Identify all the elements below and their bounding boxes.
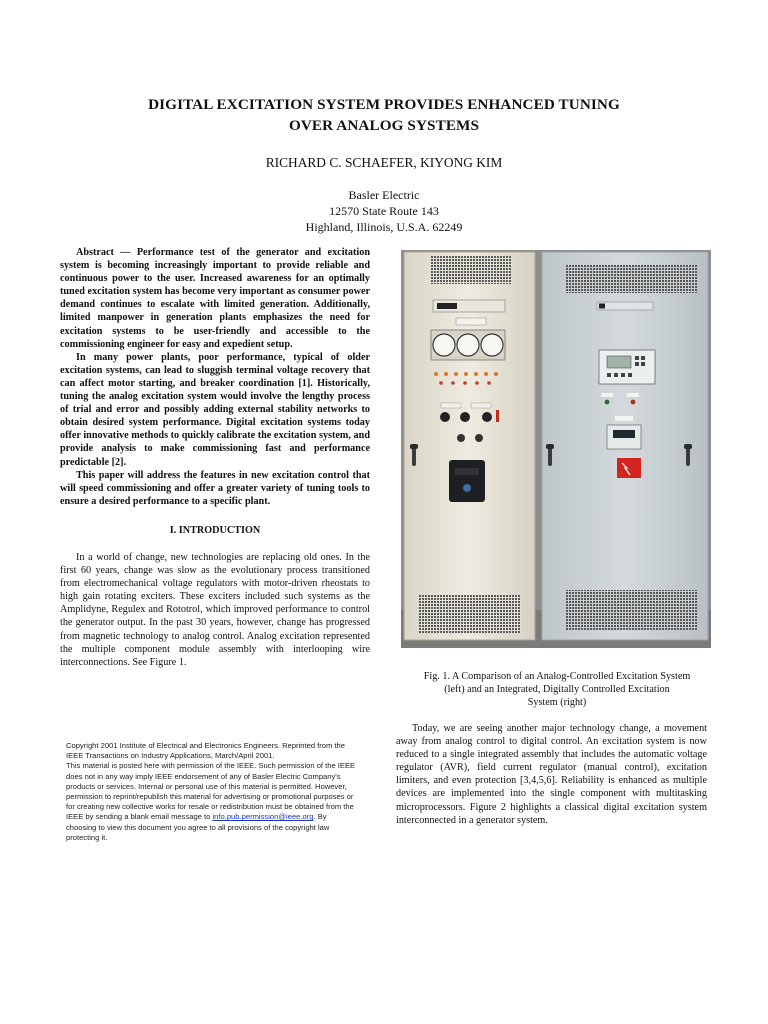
copyright-line: does not in any way imply IEEE endorsement of any of Basler Electric Company's <box>66 771 341 781</box>
copyright-notice <box>66 741 370 843</box>
analog-cabinet <box>404 252 535 640</box>
abstract-paragraph-2: In many power plants, poor performance, typical of older excitation systems, can lead to sluggish terminal voltage recovery that can affect motor starting, and breaker coordination [1]. Historically, tuning the analog excitation system would involve the lengthy process of trial and error and possibly adding external stability networks to obtain desired system performance. Digital excitation systems today offer innovative methods to quickly calibrate the excitation system, and provide analysis to make commissioning fast and performance predictable [2]. <box>60 351 370 468</box>
copyright-text: . By <box>313 812 327 822</box>
affiliation <box>60 187 708 235</box>
caption-line: (left) and an Integrated, Digitally Controlled Excitation <box>444 684 670 696</box>
figure-1-caption <box>398 670 716 710</box>
right-column <box>396 722 707 827</box>
title-line-1: DIGITAL EXCITATION SYSTEM PROVIDES ENHANCED TUNING <box>148 96 620 113</box>
copyright-line <box>66 812 370 822</box>
authors: RICHARD C. SCHAEFER, KIYONG KIM <box>265 155 503 170</box>
affiliation-street: 12570 State Route 143 <box>329 204 439 218</box>
abstract <box>60 246 370 508</box>
digital-control-paragraph: Today, we are seeing another major technology change, a movement away from analog control to digital control. An excitation system is now reduced to a single integrated assembly that includes the automatic voltage regulator (AVR), field current regulator (manual control), excitation limiters, and even protection [3,4,5,6]. Reliability is enhanced as multiple devices are implemented into the single component with multitasking microprocessors. Figure 2 highlights a classical digital excitation system interconnected in a generator system. <box>396 723 707 826</box>
copyright-line: protecting it. <box>66 832 108 842</box>
figure-1-photo <box>401 250 711 648</box>
affiliation-org: Basler Electric <box>348 188 420 202</box>
affiliation-city: Highland, Illinois, U.S.A. 62249 <box>305 220 463 234</box>
copyright-line: choosing to view this document you agree to all provisions of the copyright law <box>66 822 330 832</box>
abstract-paragraph-3: This paper will address the features in new excitation control that will speed commissioning and offer a greater variety of tuning tools to ensure a desired performance to a specific plant. <box>60 469 370 507</box>
copyright-line: for creating new collective works for resale or redistribution must be obtained from the <box>66 802 354 812</box>
digital-cabinet <box>542 252 708 640</box>
copyright-line: Copyright 2001 Institute of Electrical and Electronics Engineers. Reprinted from the <box>66 741 346 750</box>
left-column <box>60 246 370 669</box>
copyright-line: IEEE Transactions on Industry Applications, March/April 2001. <box>66 751 275 761</box>
section-heading-introduction: I. INTRODUCTION <box>169 524 261 536</box>
permission-email-link[interactable]: info.pub.permission@ieee.org <box>212 812 314 822</box>
caption-line: System (right) <box>527 697 587 709</box>
paper-title <box>60 94 708 136</box>
caption-line: Fig. 1. A Comparison of an Analog-Controlled Excitation System <box>423 671 691 682</box>
abstract-paragraph-1: Abstract — Performance test of the generator and excitation system is becoming increasingly important to provide reliable and continuous power to the user. Increased awareness for an optimally tuned excitation system has become very important as consumer power demand continues to escalate with limited generation. Additionally, limited manpower in generation plants emphasizes the need for excitation systems to be user-friendly and accessible to the commissioning engineer for easy and expedient setup. <box>60 247 370 350</box>
copyright-text: IEEE by sending a blank email message to <box>66 812 213 822</box>
copyright-line: products or services. Internal or personal use of this material is permitted. However, <box>66 781 347 791</box>
title-line-2: OVER ANALOG SYSTEMS <box>288 117 480 134</box>
copyright-line: permission to reprint/republish this material for advertising or promotional purposes or <box>66 792 354 802</box>
copyright-line: This material is posted here with permission of the IEEE. Such permission of the IEEE <box>66 761 356 771</box>
introduction <box>60 551 370 669</box>
introduction-paragraph: In a world of change, new technologies are replacing old ones. In the first 60 years, change was slow as the evolutionary process transitioned from electromechanical voltage regulators with motor-driven rheostats to high gain rotating exciters. These exciters included such systems as the Amplidyne, Regulex and Rototrol, which improved performance to control the generator output. In the past 30 years, however, change has progressed from magnetic technology to analog control. Analog excitation represented the multiple component module assembly with interlooping wire interconnections. See Figure 1. <box>60 551 370 668</box>
